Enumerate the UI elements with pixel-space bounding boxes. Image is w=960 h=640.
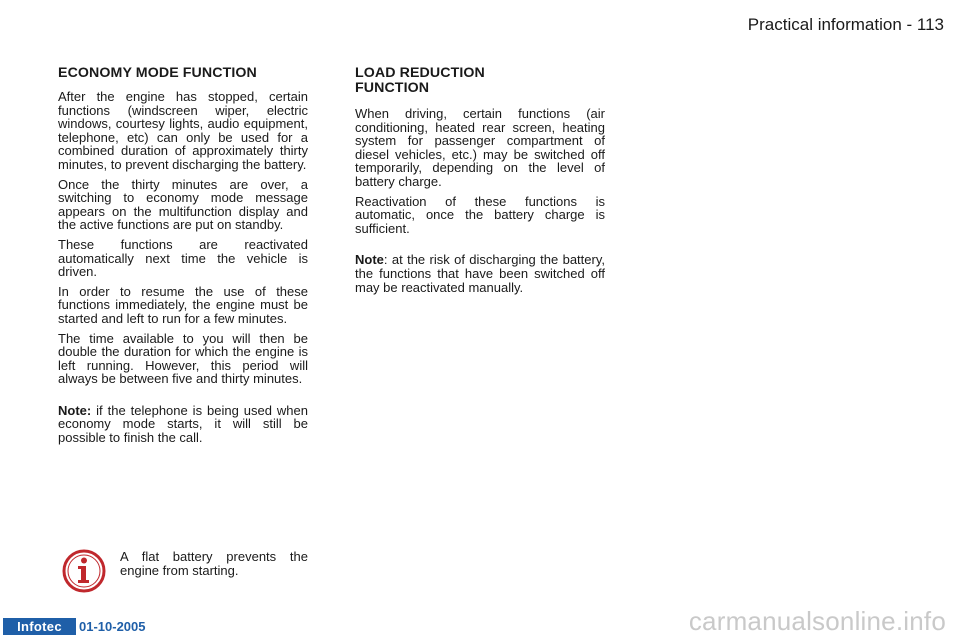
note-text: : at the risk of discharging the battery, the functions that have been switched off may be reactivated manually. <box>355 252 605 295</box>
paragraph: In order to resume the use of these functions immediately, the engine must be started and left to run for a few minutes. <box>58 283 308 326</box>
page-header: Practical information - 113 <box>747 15 944 34</box>
paragraph: The time available to you will then be double the duration for which the engine is left running. However, this period will always be between five and thirty minutes. <box>58 330 308 387</box>
footer-logo: Infotec <box>3 618 76 635</box>
info-callout <box>62 548 312 598</box>
economy-mode-section <box>58 66 308 451</box>
info-text: A flat battery prevents the engine from starting. <box>120 549 308 578</box>
note-paragraph <box>58 404 308 445</box>
info-icon <box>62 548 106 594</box>
note-paragraph <box>355 253 605 294</box>
note-text: if the telephone is being used when economy mode starts, it will still be possible to finish the call. <box>58 402 308 446</box>
section-heading <box>355 66 605 96</box>
heading-line: FUNCTION <box>355 80 430 96</box>
load-reduction-section <box>355 66 605 300</box>
paragraph: Reactivation of these functions is automatic, once the battery charge is sufficient. <box>355 193 605 236</box>
note-label: Note <box>355 252 384 268</box>
paragraph: When driving, certain functions (air conditioning, heated rear screen, heating system for passenger compartment of diesel vehicles, etc.) may be switched off temporarily, depending on the level of battery charge. <box>355 106 605 189</box>
paragraph: After the engine has stopped, certain functions (windscreen wiper, electric windows, courtesy lights, audio equipment, telephone, etc) can only be used for a combined duration of approximately thirty minutes, to prevent discharging the battery. <box>58 89 308 172</box>
watermark: carmanualsonline.info <box>688 606 946 636</box>
heading-line: LOAD REDUCTION <box>355 65 485 81</box>
paragraph: These functions are reactivated automatically next time the vehicle is driven. <box>58 236 308 280</box>
footer-date: 01-10-2005 <box>79 619 146 634</box>
note-label: Note: <box>58 402 92 418</box>
section-heading: ECONOMY MODE FUNCTION <box>58 65 257 81</box>
paragraph: Once the thirty minutes are over, a switching to economy mode message appears on the multifunction display and the active functions are put on standby. <box>58 176 308 233</box>
